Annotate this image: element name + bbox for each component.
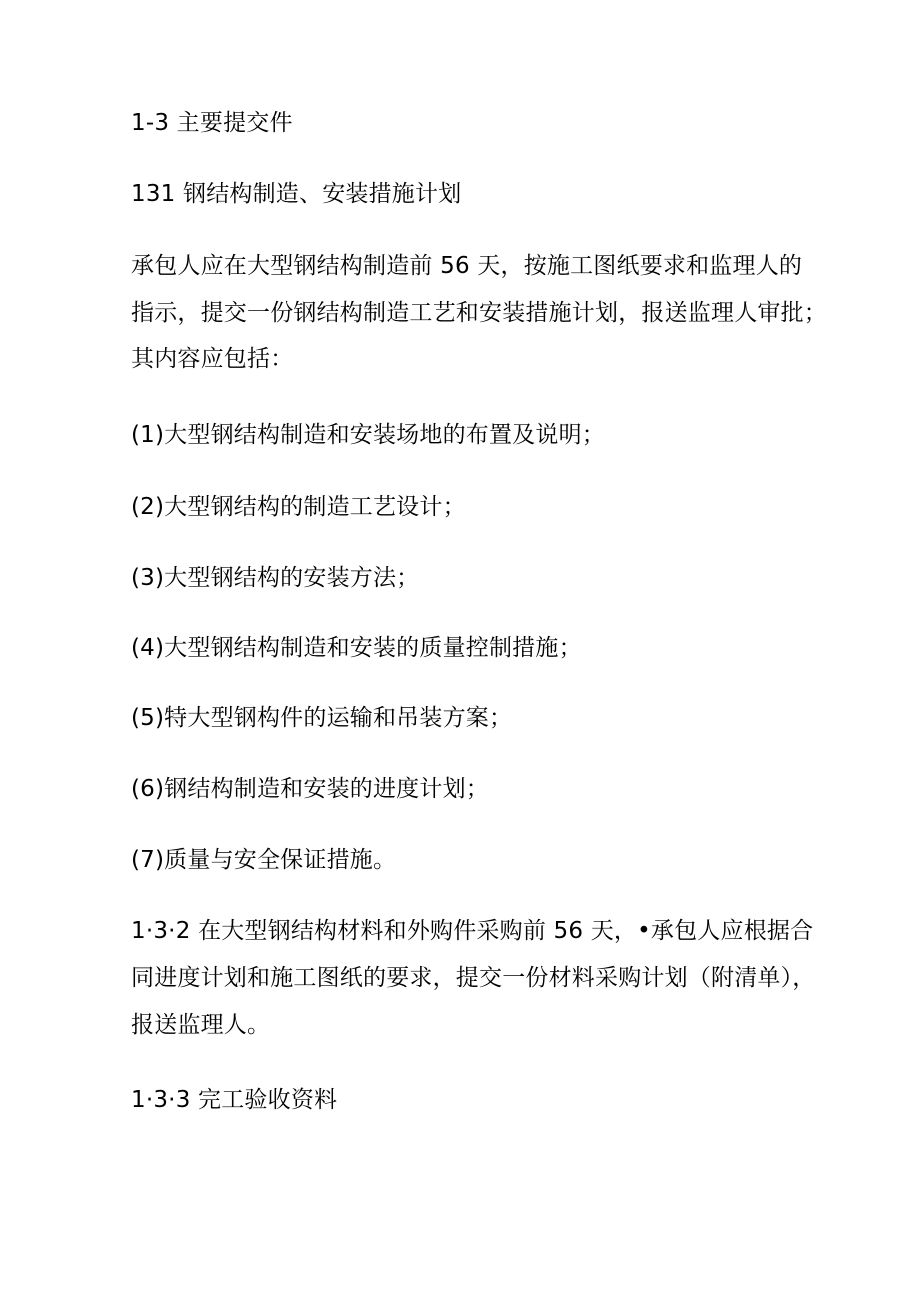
list-item: (6)钢结构制造和安装的进度计划； bbox=[131, 776, 489, 802]
section-heading-1-3: 1-3 主要提交件 bbox=[131, 110, 293, 136]
paragraph-line: 承包人应在大型钢结构制造前 56 天，按施工图纸要求和监理人的 bbox=[131, 253, 803, 279]
list-item: (7)质量与安全保证措施。 bbox=[131, 847, 397, 873]
section-heading-131: 131 钢结构制造、安装措施计划 bbox=[131, 181, 462, 207]
list-item: (1)大型钢结构制造和安装场地的布置及说明； bbox=[131, 422, 605, 448]
list-item: (3)大型钢结构的安装方法； bbox=[131, 565, 420, 591]
list-item: (4)大型钢结构制造和安装的质量控制措施； bbox=[131, 635, 582, 661]
paragraph-line: 指示，提交一份钢结构制造工艺和安装措施计划，报送监理人审批； bbox=[131, 300, 827, 326]
list-item: (2)大型钢结构的制造工艺设计； bbox=[131, 494, 466, 520]
paragraph-line: 1·3·2 在大型钢结构材料和外购件采购前 56 天，•承包人应根据合 bbox=[131, 918, 814, 944]
paragraph-line: 其内容应包括： bbox=[131, 346, 294, 372]
paragraph-line: 报送监理人。 bbox=[131, 1012, 271, 1038]
section-heading-133: 1·3·3 完工验收资料 bbox=[131, 1087, 338, 1113]
paragraph-line: 同进度计划和施工图纸的要求，提交一份材料采购计划（附清单）， bbox=[131, 965, 816, 991]
list-item: (5)特大型钢构件的运输和吊装方案； bbox=[131, 705, 513, 731]
